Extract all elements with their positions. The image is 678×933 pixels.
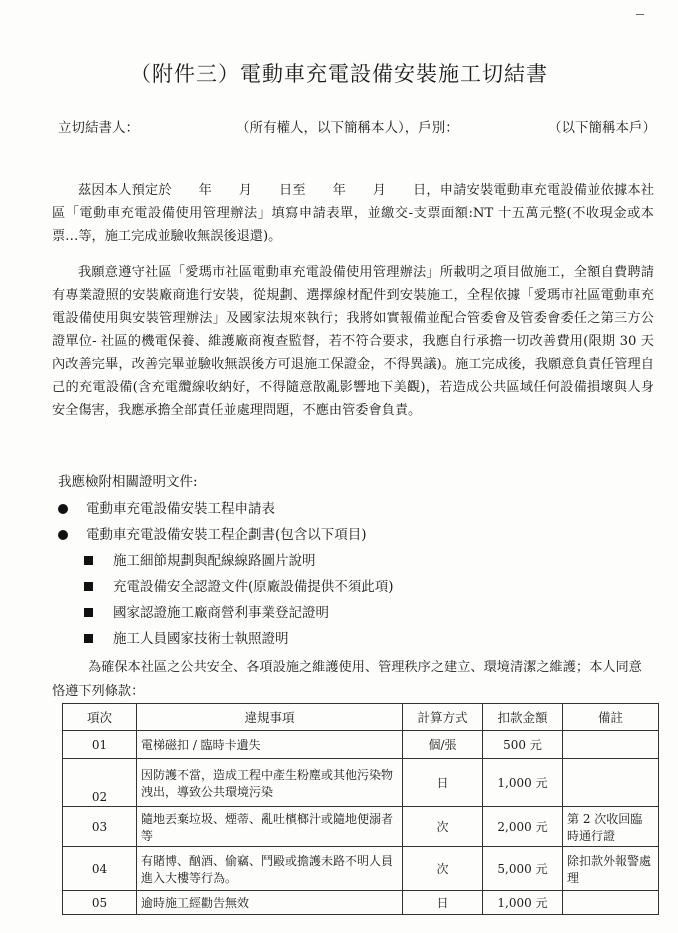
table-row	[63, 807, 659, 847]
attachments-list	[58, 496, 394, 652]
square-bullet-icon	[84, 556, 93, 565]
row-amount: 1,000 元	[483, 759, 563, 807]
table-row	[63, 891, 659, 915]
attachment-subitem: 施工細節規劃與配線線路圖片說明	[58, 548, 394, 574]
row-amount: 2,000 元	[483, 807, 563, 847]
header-note: 備註	[563, 704, 659, 731]
row-note: 第 2 次收回臨時通行證	[563, 807, 659, 847]
row-method: 日	[403, 759, 483, 807]
attachment-item: 電動車充電設備安裝工程企劃書(包含以下項目)	[58, 522, 394, 548]
header-method: 計算方式	[403, 704, 483, 731]
paragraph-commitment: 我願意遵守社區「愛瑪市社區電動車充電設備使用管理辦法」所載明之項目做施工，全額自費聘請有專業證照的安裝廠商進行安裝，從規劃、選擇線材配件到安裝施工，全程依據「愛瑪市社區電動車充電設備使用與安裝管理辦法」及國家法規來執行；我將如實報備並配合管委會及管委會委任之第三方公證單位- 社區的機電保養、維護廠商複查監督，若不符合要求，我應自行承擔一切改善費用(限期 30 天內改善完畢，改善完畢並驗收無誤後方可退施工保證金，不得異議)。施工完成後，我願意負責任管理自己的充電設備(含充電纜線收納好，不得隨意散亂影響地下美觀)，若造成公共區域任何設備損壞與人身安全傷害，我應承擔全部責任並處理問題，不應由管委會負責。	[52, 265, 654, 418]
table-row	[63, 759, 659, 807]
row-note	[563, 891, 659, 915]
bullet-icon	[58, 530, 68, 540]
scan-mark	[636, 14, 644, 15]
household-note: （以下簡稱本戶）	[548, 120, 656, 136]
row-item: 電梯磁扣 / 臨時卡遺失	[137, 731, 403, 759]
row-item: 有賭博、酗酒、偷竊、鬥毆或擔護未路不明人員進入大樓等行為。	[137, 847, 403, 891]
row-method: 日	[403, 891, 483, 915]
header-item: 違規事項	[137, 704, 403, 731]
row-no: 03	[63, 807, 137, 847]
signer-label: 立切結書人：	[58, 120, 139, 136]
row-method: 次	[403, 847, 483, 891]
row-note	[563, 731, 659, 759]
attachment-item: 電動車充電設備安裝工程申請表	[58, 496, 394, 522]
table-row	[63, 731, 659, 759]
row-amount: 5,000 元	[483, 847, 563, 891]
owner-note: （所有權人，以下簡稱本人），戶別：	[236, 120, 459, 136]
attachments-intro: 我應檢附相關證明文件:	[58, 474, 198, 490]
square-bullet-icon	[84, 634, 93, 643]
row-no: 02	[63, 759, 137, 807]
table-header-row	[63, 704, 659, 731]
closing-statement: 為確保本社區之公共安全、各項設施之維護使用、管理秩序之建立、環境清潔之維護；本人同意恪遵下列條款：	[52, 660, 642, 699]
row-item: 因防護不當，造成工程中產生粉塵或其他污染物洩出，導致公共環境污染	[137, 759, 403, 807]
penalty-table	[62, 703, 659, 915]
row-item: 逾時施工經勸告無效	[137, 891, 403, 915]
row-no: 04	[63, 847, 137, 891]
document-title: （附件三）電動車充電設備安裝施工切結書	[130, 62, 548, 86]
table-row	[63, 847, 659, 891]
row-amount: 500 元	[483, 731, 563, 759]
row-no: 05	[63, 891, 137, 915]
header-no: 項次	[63, 704, 137, 731]
row-method: 次	[403, 807, 483, 847]
paragraph-application: 茲因本人預定於 年 月 日至 年 月 日，申請安裝電動車充電設備並依據本社區「電動車充電設備使用管理辦法」填寫申請表單，並繳交-支票面額:NT 十五萬元整(不收現金或本票…等，施工完成並驗收無誤後退還)。	[52, 183, 654, 244]
row-amount: 1,000 元	[483, 891, 563, 915]
bullet-icon	[58, 504, 68, 514]
square-bullet-icon	[84, 608, 93, 617]
header-amount: 扣款金額	[483, 704, 563, 731]
attachment-subitem: 充電設備安全認證文件(原廠設備提供不須此項)	[58, 574, 394, 600]
attachment-subitem: 施工人員國家技術士執照證明	[58, 626, 394, 652]
row-item: 隨地丟棄垃圾、煙蒂、亂吐檳榔汁或隨地便溺者等	[137, 807, 403, 847]
attachment-subitem: 國家認證施工廠商營利事業登記證明	[58, 600, 394, 626]
square-bullet-icon	[84, 582, 93, 591]
row-note	[563, 759, 659, 807]
row-note: 除扣款外報警處理	[563, 847, 659, 891]
row-method: 個/張	[403, 731, 483, 759]
row-no: 01	[63, 731, 137, 759]
